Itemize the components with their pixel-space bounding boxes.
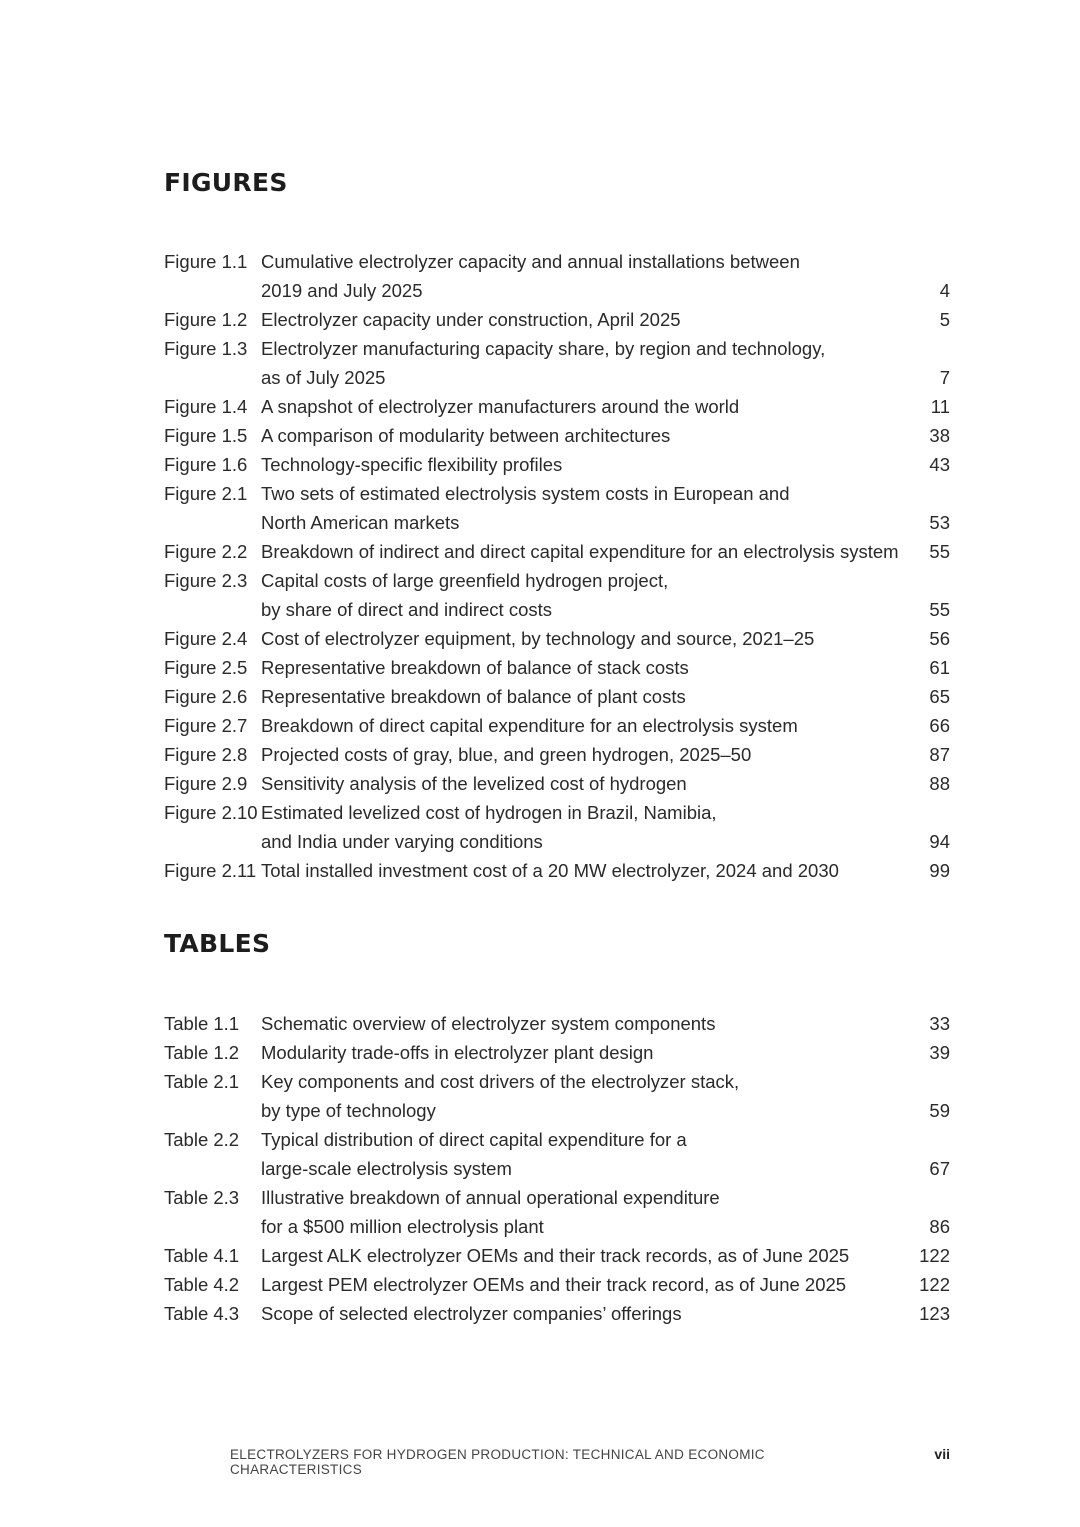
figure-title-line: Cumulative electrolyzer capacity and annual installations between [261, 251, 800, 272]
figure-entry[interactable] [164, 450, 950, 479]
table-title-line: Key components and cost drivers of the electrolyzer stack, [261, 1071, 740, 1092]
table-label: Table 1.2 [164, 1042, 240, 1063]
figure-label: Figure 1.6 [164, 454, 248, 475]
figure-title-line: Breakdown of indirect and direct capital expenditure for an electrolysis system [261, 541, 899, 562]
figure-entry[interactable] [164, 653, 950, 682]
table-title [261, 1299, 902, 1328]
figure-title-line: 2019 and July 2025 [261, 280, 423, 301]
figure-title [261, 682, 902, 711]
figure-title-line: A comparison of modularity between architectures [261, 425, 671, 446]
figure-title-line: and India under varying conditions [261, 831, 543, 852]
table-title-line: Illustrative breakdown of annual operational expenditure [261, 1187, 720, 1208]
figure-title-line: as of July 2025 [261, 367, 386, 388]
figure-label: Figure 2.4 [164, 628, 248, 649]
figure-title [261, 711, 902, 740]
figure-list [164, 247, 950, 885]
figure-page-number: 4 [939, 280, 950, 301]
figure-label: Figure 2.6 [164, 686, 248, 707]
running-title: ELECTROLYZERS FOR HYDROGEN PRODUCTION: TECHNICAL AND ECONOMIC CHARACTERISTICS [230, 1447, 765, 1477]
figure-page-number: 55 [929, 599, 950, 620]
figure-title [261, 856, 902, 885]
table-page-number: 33 [929, 1013, 950, 1034]
figure-page-number: 94 [929, 831, 950, 852]
figure-label: Figure 2.2 [164, 541, 248, 562]
figure-entry[interactable] [164, 305, 950, 334]
figure-title [261, 334, 902, 392]
figure-page-number: 99 [929, 860, 950, 881]
figure-title-line: Sensitivity analysis of the levelized cost of hydrogen [261, 773, 687, 794]
table-label: Table 4.2 [164, 1274, 240, 1295]
figure-page-number: 7 [939, 367, 950, 388]
figure-page-number: 65 [929, 686, 950, 707]
figure-entry[interactable] [164, 479, 950, 537]
table-title-line: Scope of selected electrolyzer companies’ offerings [261, 1303, 682, 1324]
figure-label: Figure 2.10 [164, 802, 258, 823]
table-label: Table 2.3 [164, 1187, 240, 1208]
table-page-number: 59 [929, 1100, 950, 1121]
figure-title [261, 305, 902, 334]
figure-page-number: 53 [929, 512, 950, 533]
table-entry[interactable] [164, 1241, 950, 1270]
figure-page-number: 56 [929, 628, 950, 649]
figure-entry[interactable] [164, 566, 950, 624]
figure-title-line: Electrolyzer capacity under construction, April 2025 [261, 309, 681, 330]
figure-title [261, 566, 902, 624]
figure-title-line: Technology-specific flexibility profiles [261, 454, 563, 475]
figure-page-number: 43 [929, 454, 950, 475]
table-label: Table 2.1 [164, 1071, 240, 1092]
table-label: Table 4.1 [164, 1245, 240, 1266]
table-title-line: Largest PEM electrolyzer OEMs and their track record, as of June 2025 [261, 1274, 847, 1295]
table-title [261, 1125, 902, 1183]
figure-entry[interactable] [164, 682, 950, 711]
figure-title-line: A snapshot of electrolyzer manufacturers around the world [261, 396, 740, 417]
table-title-line: Modularity trade-offs in electrolyzer plant design [261, 1042, 654, 1063]
figure-label: Figure 2.8 [164, 744, 248, 765]
figure-title-line: Cost of electrolyzer equipment, by technology and source, 2021–25 [261, 628, 815, 649]
figure-label: Figure 2.7 [164, 715, 248, 736]
figures-heading: FIGURES [164, 168, 288, 197]
figure-entry[interactable] [164, 537, 950, 566]
figure-title-line: Estimated levelized cost of hydrogen in Brazil, Namibia, [261, 802, 717, 823]
table-title [261, 1183, 902, 1241]
table-label: Table 4.3 [164, 1303, 240, 1324]
figure-title-line: Breakdown of direct capital expenditure for an electrolysis system [261, 715, 798, 736]
table-page-number: 122 [919, 1245, 950, 1266]
figure-title [261, 479, 902, 537]
table-page-number: 67 [929, 1158, 950, 1179]
figure-label: Figure 1.3 [164, 338, 248, 359]
table-title-line: Schematic overview of electrolyzer system components [261, 1013, 716, 1034]
figure-entry[interactable] [164, 740, 950, 769]
figure-label: Figure 2.3 [164, 570, 248, 591]
figure-title [261, 247, 902, 305]
table-title [261, 1067, 902, 1125]
figure-title [261, 798, 902, 856]
table-title [261, 1241, 902, 1270]
table-label: Table 1.1 [164, 1013, 240, 1034]
page-footer [230, 1446, 950, 1477]
figure-entry[interactable] [164, 247, 950, 305]
figure-entry[interactable] [164, 392, 950, 421]
table-page-number: 86 [929, 1216, 950, 1237]
table-title-line: Typical distribution of direct capital expenditure for a [261, 1129, 687, 1150]
figure-entry[interactable] [164, 421, 950, 450]
table-entry[interactable] [164, 1067, 950, 1125]
figure-label: Figure 2.5 [164, 657, 248, 678]
figure-label: Figure 1.5 [164, 425, 248, 446]
figure-title-line: North American markets [261, 512, 460, 533]
figure-title-line: Projected costs of gray, blue, and green hydrogen, 2025–50 [261, 744, 752, 765]
figure-title-line: Representative breakdown of balance of plant costs [261, 686, 686, 707]
figure-title-line: Total installed investment cost of a 20 MW electrolyzer, 2024 and 2030 [261, 860, 839, 881]
table-entry[interactable] [164, 1270, 950, 1299]
figure-entry[interactable] [164, 856, 950, 885]
table-entry[interactable] [164, 1125, 950, 1183]
figure-title [261, 421, 902, 450]
figure-label: Figure 2.1 [164, 483, 248, 504]
table-entry[interactable] [164, 1183, 950, 1241]
table-page-number: 123 [919, 1303, 950, 1324]
table-page-number: 39 [929, 1042, 950, 1063]
table-entry[interactable] [164, 1009, 950, 1038]
figure-page-number: 87 [929, 744, 950, 765]
figure-title-line: by share of direct and indirect costs [261, 599, 553, 620]
figure-title [261, 740, 902, 769]
table-entry[interactable] [164, 1299, 950, 1328]
table-title-line: for a $500 million electrolysis plant [261, 1216, 544, 1237]
figure-page-number: 38 [929, 425, 950, 446]
table-page-number: 122 [919, 1274, 950, 1295]
table-label: Table 2.2 [164, 1129, 240, 1150]
figure-title-line: Electrolyzer manufacturing capacity share, by region and technology, [261, 338, 826, 359]
table-entry[interactable] [164, 1038, 950, 1067]
table-title-line: large-scale electrolysis system [261, 1158, 512, 1179]
figure-label: Figure 2.9 [164, 773, 248, 794]
figure-title-line: Two sets of estimated electrolysis system costs in European and [261, 483, 790, 504]
figure-title [261, 537, 902, 566]
table-title-line: by type of technology [261, 1100, 436, 1121]
table-title [261, 1038, 902, 1067]
figure-entry[interactable] [164, 798, 950, 856]
figure-page-number: 11 [930, 396, 950, 417]
figure-title [261, 624, 902, 653]
figure-page-number: 88 [929, 773, 950, 794]
table-title [261, 1009, 902, 1038]
figure-entry[interactable] [164, 624, 950, 653]
figure-entry[interactable] [164, 769, 950, 798]
figure-page-number: 5 [939, 309, 950, 330]
figure-page-number: 66 [929, 715, 950, 736]
table-title [261, 1270, 902, 1299]
figure-label: Figure 1.4 [164, 396, 248, 417]
figure-title [261, 392, 902, 421]
table-title-line: Largest ALK electrolyzer OEMs and their track records, as of June 2025 [261, 1245, 850, 1266]
figure-page-number: 55 [929, 541, 950, 562]
figure-title-line: Capital costs of large greenfield hydrogen project, [261, 570, 669, 591]
figure-entry[interactable] [164, 334, 950, 392]
table-list [164, 1009, 950, 1328]
figure-title [261, 450, 902, 479]
figure-title-line: Representative breakdown of balance of stack costs [261, 657, 689, 678]
figure-label: Figure 2.11 [164, 860, 257, 881]
figure-title [261, 653, 902, 682]
tables-heading: TABLES [164, 929, 271, 958]
page-number: vii [934, 1446, 950, 1462]
figure-page-number: 61 [929, 657, 950, 678]
figure-entry[interactable] [164, 711, 950, 740]
figure-label: Figure 1.2 [164, 309, 248, 330]
figure-label: Figure 1.1 [164, 251, 248, 272]
figure-title [261, 769, 902, 798]
